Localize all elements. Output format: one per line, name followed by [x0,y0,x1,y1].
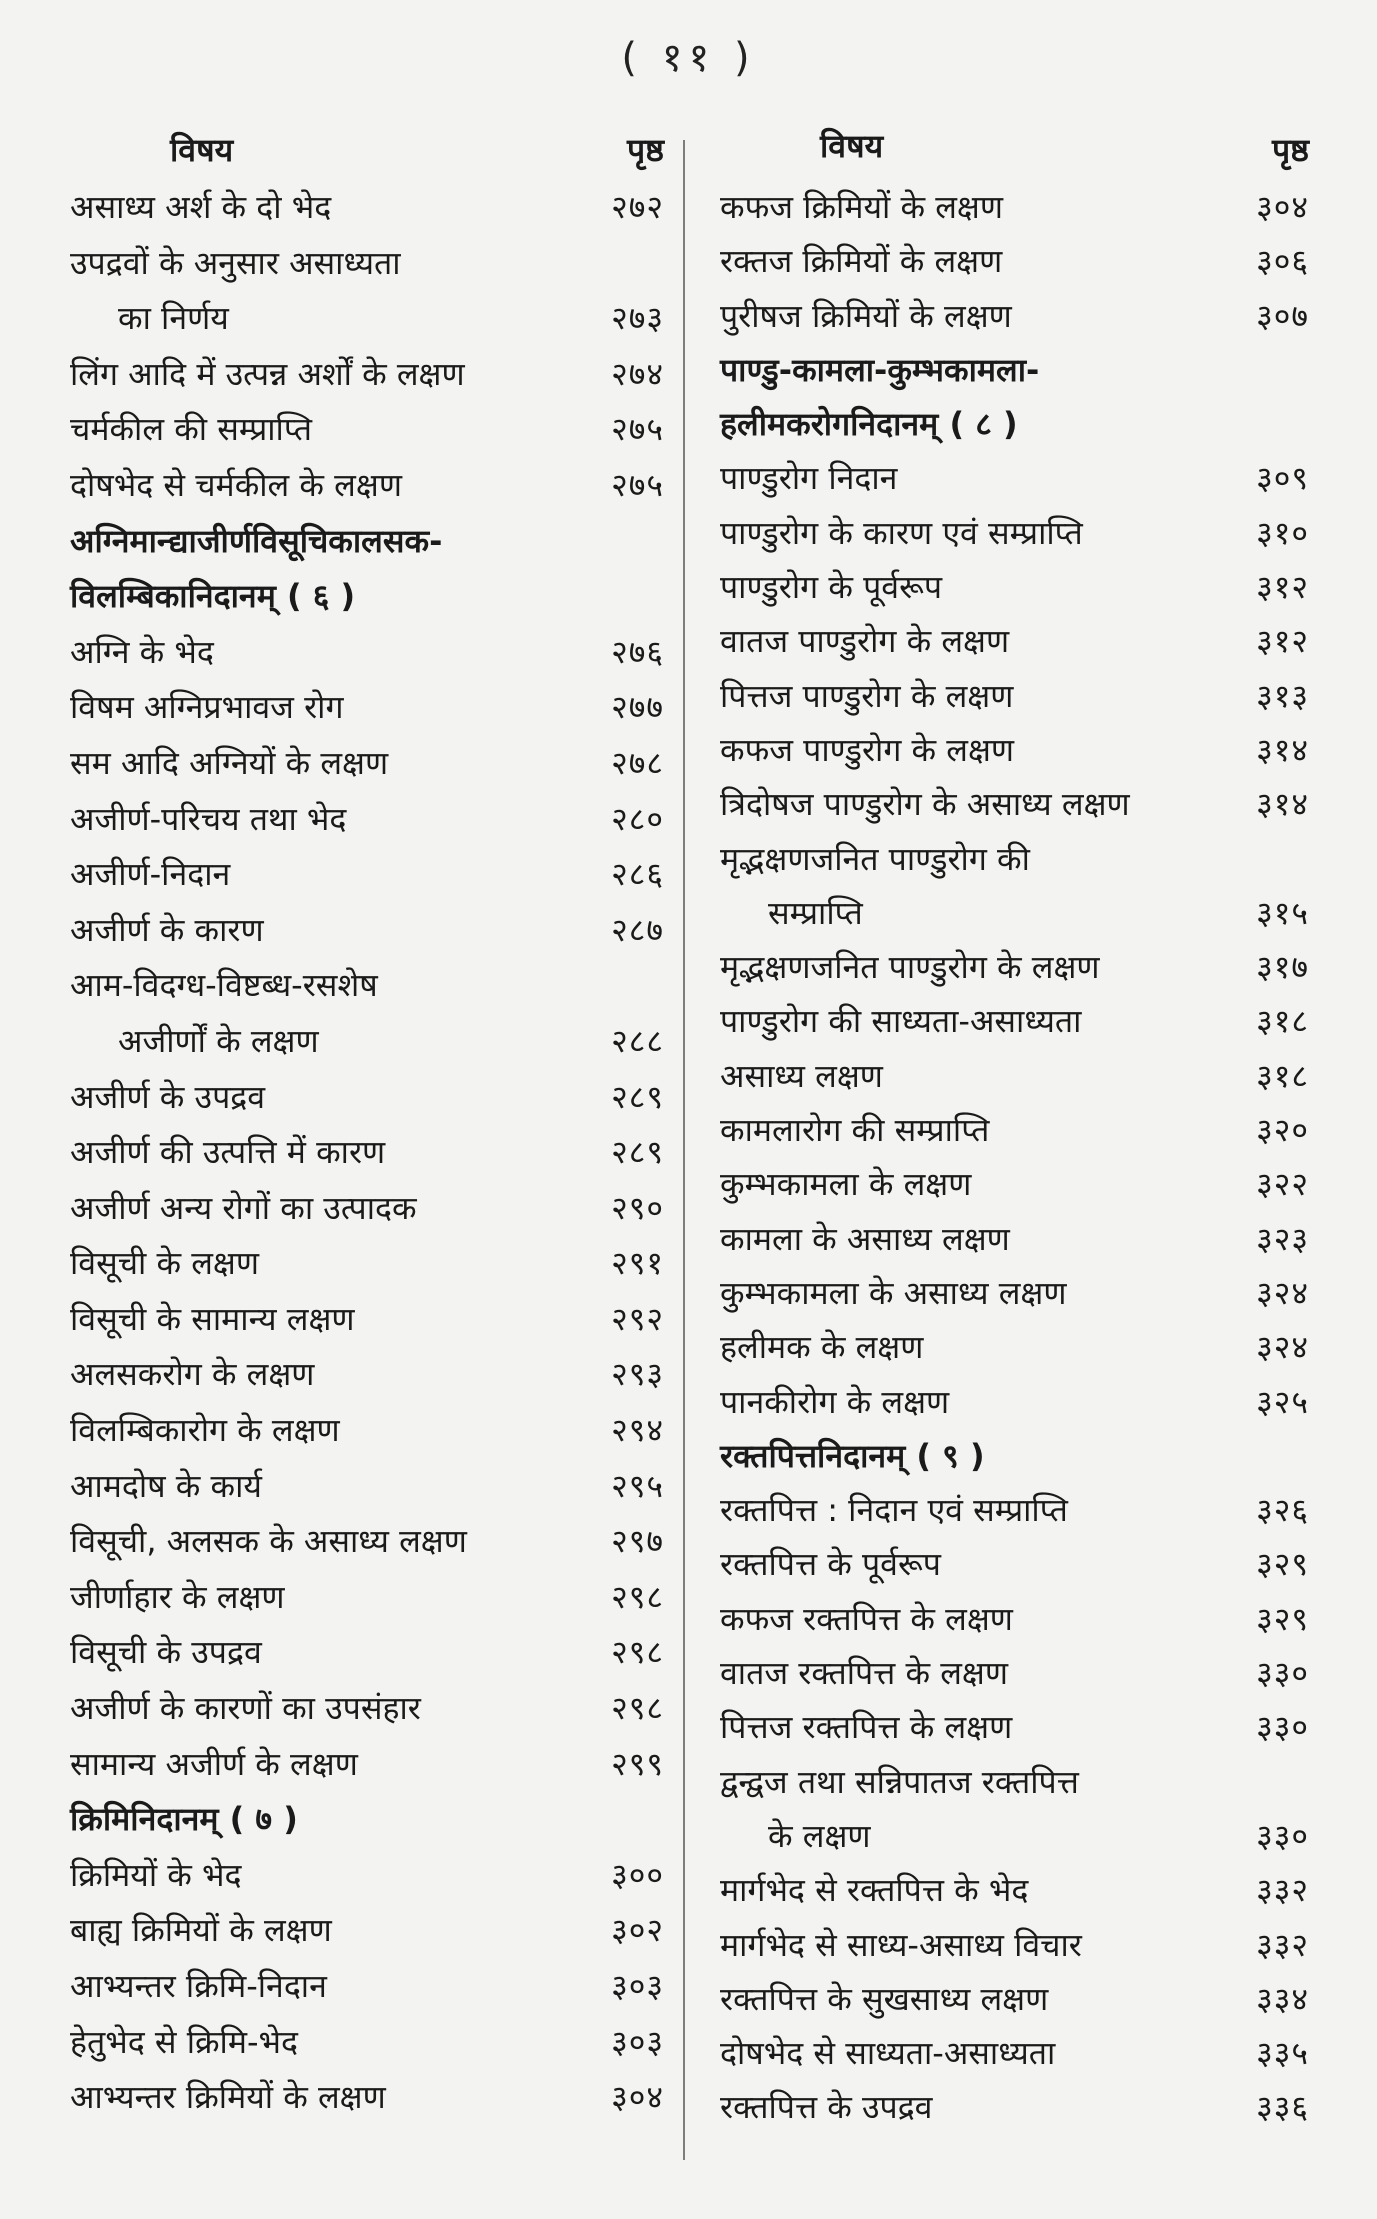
entry-page-number: २९१ [611,1244,664,1283]
toc-entry [720,1049,1315,1103]
entry-title: रक्तपित्तनिदानम् ( ९ ) [720,1436,985,1475]
entry-page-number: ३२५ [1256,1382,1309,1421]
toc-entry [720,1809,1315,1863]
toc-right-column [720,120,1315,2135]
entry-page-number: ३१८ [1256,1056,1309,1095]
toc-entry [720,886,1315,940]
toc-entry [70,736,670,792]
entry-page-number: २९७ [611,1522,664,1561]
entry-page-number: ३२० [1256,1111,1309,1150]
entry-page-number: २७५ [611,465,664,504]
toc-entry [720,1918,1315,1972]
toc-entry [70,1625,670,1681]
toc-entry [70,792,670,848]
entry-page-number: २८७ [611,910,664,949]
entry-title: अग्निमान्द्याजीर्णविसूचिकालसक- [70,521,443,560]
section-heading [70,569,670,625]
section-heading [720,397,1315,451]
entry-page-number: २७७ [611,688,664,727]
entry-page-number: २९८ [611,1577,664,1616]
toc-left-entries [70,180,670,2126]
entry-page-number: ३३० [1256,1708,1309,1747]
toc-entry [720,180,1315,234]
entry-title: चर्मकील की सम्प्राप्ति [70,410,312,449]
toc-entry [720,723,1315,777]
entry-title: अजीर्ण के उपद्रव [70,1077,266,1116]
toc-entry [70,1848,670,1904]
entry-title: अजीर्ण-निदान [70,855,231,894]
entry-title: क्रिमियों के भेद [70,1855,242,1894]
entry-page-number: २९८ [611,1689,664,1728]
toc-left-column [70,120,670,2126]
entry-title: लिंग आदि में उत्पन्न अर्शों के लक्षण [70,354,465,393]
subject-heading: विषय [170,131,234,169]
entry-page-number: ३२४ [1256,1328,1309,1367]
entry-page-number: ३१८ [1256,1002,1309,1041]
entry-page-number: २७३ [611,299,664,338]
entry-title: पानकीरोग के लक्षण [720,1382,950,1421]
entry-title: रक्तपित्त के पूर्वरूप [720,1545,941,1584]
entry-page-number: २९० [611,1188,664,1227]
entry-title: विलम्बिकानिदानम् ( ६ ) [70,577,356,616]
toc-entry [720,1212,1315,1266]
toc-entry [720,940,1315,994]
toc-entry [720,1483,1315,1537]
toc-entry [70,625,670,681]
entry-page-number: २९९ [611,1744,664,1783]
column-header [70,120,670,180]
entry-page-number: ३१२ [1256,568,1309,607]
entry-page-number: २७५ [611,410,664,449]
entry-page-number: ३३० [1256,1654,1309,1693]
column-divider [683,140,685,2160]
entry-title: मृद्भक्षणजनित पाण्डुरोग के लक्षण [720,948,1100,987]
toc-entry [70,1570,670,1626]
entry-title: वातज रक्तपित्त के लक्षण [720,1654,1008,1693]
entry-title: पित्तज रक्तपित्त के लक्षण [720,1708,1013,1747]
toc-entry [70,1181,670,1237]
toc-entry [70,2070,670,2126]
entry-title: पित्तज पाण्डुरोग के लक्षण [720,676,1014,715]
entry-title: मार्गभेद से रक्तपित्त के भेद [720,1871,1029,1910]
toc-entry [720,1646,1315,1700]
entry-page-number: ३२४ [1256,1273,1309,1312]
entry-page-number: ३३० [1256,1816,1309,1855]
toc-entry [720,451,1315,505]
entry-page-number: ३१४ [1256,785,1309,824]
entry-title: का निर्णय [118,299,229,338]
entry-page-number: ३०३ [611,1967,664,2005]
column-header [720,120,1315,180]
toc-entry [70,1903,670,1959]
entry-page-number: २९८ [611,1633,664,1672]
toc-entry [720,1320,1315,1374]
toc-entry [70,847,670,903]
entry-title: रक्तपित्त : निदान एवं सम्प्राप्ति [720,1491,1068,1530]
entry-title: अजीर्ण के कारण [70,910,264,949]
entry-page-number: २७२ [611,188,664,226]
toc-entry [720,1266,1315,1320]
toc-entry [70,1347,670,1403]
toc-right-entries [720,180,1315,2135]
toc-entry [70,2015,670,2071]
entry-title: वातज पाण्डुरोग के लक्षण [720,622,1010,661]
entry-page-number: ३०४ [611,2078,664,2117]
section-heading [70,514,670,570]
toc-entry [720,994,1315,1048]
entry-page-number: ३१० [1256,513,1309,552]
section-heading [70,1792,670,1848]
section-heading [720,1429,1315,1483]
entry-title: कफज रक्तपित्त के लक्षण [720,1599,1013,1638]
entry-page-number: २९३ [611,1355,664,1394]
entry-title: त्रिदोषज पाण्डुरोग के असाध्य लक्षण [720,785,1130,824]
toc-entry [70,1959,670,2015]
entry-title: आभ्यन्तर क्रिमि-निदान [70,1967,327,2005]
toc-entry [70,1403,670,1459]
page-heading: पृष्ठ [626,131,664,169]
entry-title: विसूची के लक्षण [70,1244,260,1283]
toc-entry [70,903,670,959]
toc-entry [720,1972,1315,2026]
toc-entry [70,402,670,458]
entry-title: विलम्बिकारोग के लक्षण [70,1411,340,1450]
entry-page-number: ३१५ [1256,893,1309,932]
entry-page-number: ३२६ [1256,1491,1309,1530]
toc-entry [720,234,1315,288]
entry-title: रक्तपित्त के उपद्रव [720,2088,933,2127]
toc-entry [70,236,670,292]
entry-title: कुम्भकामला के लक्षण [720,1165,972,1204]
entry-title: अजीर्ण-परिचय तथा भेद [70,799,347,838]
entry-page-number: २९५ [611,1466,664,1505]
toc-entry [70,1459,670,1515]
subject-heading: विषय [820,127,884,165]
toc-entry [70,1125,670,1181]
toc-entry [70,1737,670,1793]
entry-title: हेतुभेद से क्रिमि-भेद [70,2022,299,2061]
toc-entry [70,180,670,236]
entry-title: अजीर्ण के कारणों का उपसंहार [70,1689,421,1728]
entry-page-number: ३०६ [1256,242,1309,281]
entry-title: सम आदि अग्नियों के लक्षण [70,743,389,782]
toc-entry [720,1375,1315,1429]
toc-entry [70,680,670,736]
entry-title: पाण्डुरोग निदान [720,459,898,498]
entry-page-number: ३०४ [1256,188,1309,226]
entry-page-number: २७६ [611,632,664,671]
toc-entry [720,669,1315,723]
entry-title: जीर्णाहार के लक्षण [70,1577,285,1616]
entry-title: हलीमकरोगनिदानम् ( ८ ) [720,405,1018,444]
entry-title: पाण्डु-कामला-कुम्भकामला- [720,350,1040,389]
entry-page-number: ३२३ [1256,1219,1309,1258]
entry-title: अजीर्णों के लक्षण [118,1021,319,1060]
toc-entry [720,777,1315,831]
entry-page-number: ३३४ [1256,1979,1309,2018]
entry-page-number: २८९ [611,1077,664,1116]
entry-title: पाण्डुरोग के पूर्वरूप [720,568,943,607]
page-heading: पृष्ठ [1271,131,1309,169]
toc-entry [70,958,670,1014]
toc-entry [70,347,670,403]
toc-entry [720,614,1315,668]
entry-title: विसूची, अलसक के असाध्य लक्षण [70,1522,467,1561]
entry-title: कामलारोग की सम्प्राप्ति [720,1111,990,1150]
toc-entry [70,1014,670,1070]
entry-page-number: ३२९ [1256,1545,1309,1584]
entry-title: रक्तपित्त के सुखसाध्य लक्षण [720,1979,1049,2018]
toc-entry [70,291,670,347]
entry-page-number: ३१३ [1256,676,1309,715]
page-number: ( ११ ) [621,35,756,81]
entry-page-number: २९४ [611,1411,664,1450]
toc-entry [720,1863,1315,1917]
entry-page-number: ३०३ [611,2022,664,2061]
toc-entry [720,1537,1315,1591]
toc-entry [720,289,1315,343]
entry-title: द्वन्द्वज तथा सन्निपातज रक्तपित्त [720,1762,1079,1801]
entry-title: कामला के असाध्य लक्षण [720,1219,1010,1258]
section-heading [720,343,1315,397]
entry-title: कफज क्रिमियों के लक्षण [720,188,1003,226]
entry-page-number: ३३२ [1256,1871,1309,1910]
toc-entry [70,1292,670,1348]
entry-title: क्रिमिनिदानम् ( ७ ) [70,1800,298,1839]
entry-page-number: २८९ [611,1133,664,1172]
entry-page-number: ३०२ [611,1911,664,1950]
entry-page-number: २७८ [611,743,664,782]
entry-title: अग्नि के भेद [70,632,214,671]
entry-title: दोषभेद से साध्यता-असाध्यता [720,2034,1056,2073]
entry-title: असाध्य अर्श के दो भेद [70,188,332,226]
entry-page-number: २८८ [611,1021,664,1060]
toc-entry [720,2080,1315,2134]
entry-title: आमदोष के कार्य [70,1466,262,1505]
entry-title: विषम अग्निप्रभावज रोग [70,688,344,727]
entry-title: अलसकरोग के लक्षण [70,1355,315,1394]
entry-title: पाण्डुरोग की साध्यता-असाध्यता [720,1002,1082,1041]
entry-page-number: ३१७ [1256,948,1309,987]
entry-title: बाह्य क्रिमियों के लक्षण [70,1911,332,1950]
entry-title: सम्प्राप्ति [768,893,863,932]
entry-page-number: ३२९ [1256,1599,1309,1638]
entry-page-number: ३०७ [1256,296,1309,335]
entry-page-number: ३३६ [1256,2088,1309,2127]
entry-title: पाण्डुरोग के कारण एवं सम्प्राप्ति [720,513,1083,552]
entry-title: मृद्भक्षणजनित पाण्डुरोग की [720,839,1030,878]
entry-page-number: ३३२ [1256,1925,1309,1964]
toc-entry [70,458,670,514]
toc-entry [720,506,1315,560]
toc-entry [720,1755,1315,1809]
entry-page-number: २९२ [611,1299,664,1338]
entry-title: कफज पाण्डुरोग के लक्षण [720,730,1015,769]
entry-page-number: ३१४ [1256,730,1309,769]
entry-title: हलीमक के लक्षण [720,1328,924,1367]
toc-entry [720,832,1315,886]
toc-entry [720,1157,1315,1211]
toc-entry [720,1592,1315,1646]
toc-entry [70,1681,670,1737]
toc-entry [720,560,1315,614]
entry-page-number: ३२२ [1256,1165,1309,1204]
entry-title: आम-विदग्ध-विष्टब्ध-रसशेष [70,966,378,1005]
entry-title: असाध्य लक्षण [720,1056,883,1095]
entry-title: रक्तज क्रिमियों के लक्षण [720,242,1003,281]
entry-page-number: ३०९ [1256,459,1309,498]
entry-page-number: ३१२ [1256,622,1309,661]
entry-title: के लक्षण [768,1816,871,1855]
entry-title: कुम्भकामला के असाध्य लक्षण [720,1273,1067,1312]
entry-title: आभ्यन्तर क्रिमियों के लक्षण [70,2078,386,2117]
entry-title: दोषभेद से चर्मकील के लक्षण [70,465,402,504]
entry-page-number: २७४ [611,354,664,393]
entry-page-number: २८६ [611,855,664,894]
entry-page-number: २८० [611,799,664,838]
entry-title: पुरीषज क्रिमियों के लक्षण [720,296,1012,335]
toc-entry [70,1514,670,1570]
entry-title: अजीर्ण की उत्पत्ति में कारण [70,1133,386,1172]
entry-page-number: ३०० [611,1855,664,1894]
entry-title: उपद्रवों के अनुसार असाध्यता [70,243,401,282]
entry-title: विसूची के उपद्रव [70,1633,262,1672]
entry-title: अजीर्ण अन्य रोगों का उत्पादक [70,1188,417,1227]
entry-page-number: ३३५ [1256,2034,1309,2073]
toc-entry [720,1103,1315,1157]
toc-entry [720,1700,1315,1754]
toc-entry [70,1236,670,1292]
entry-title: मार्गभेद से साध्य-असाध्य विचार [720,1925,1082,1964]
entry-title: विसूची के सामान्य लक्षण [70,1299,355,1338]
toc-entry [720,2026,1315,2080]
entry-title: सामान्य अजीर्ण के लक्षण [70,1744,358,1783]
toc-entry [70,1070,670,1126]
